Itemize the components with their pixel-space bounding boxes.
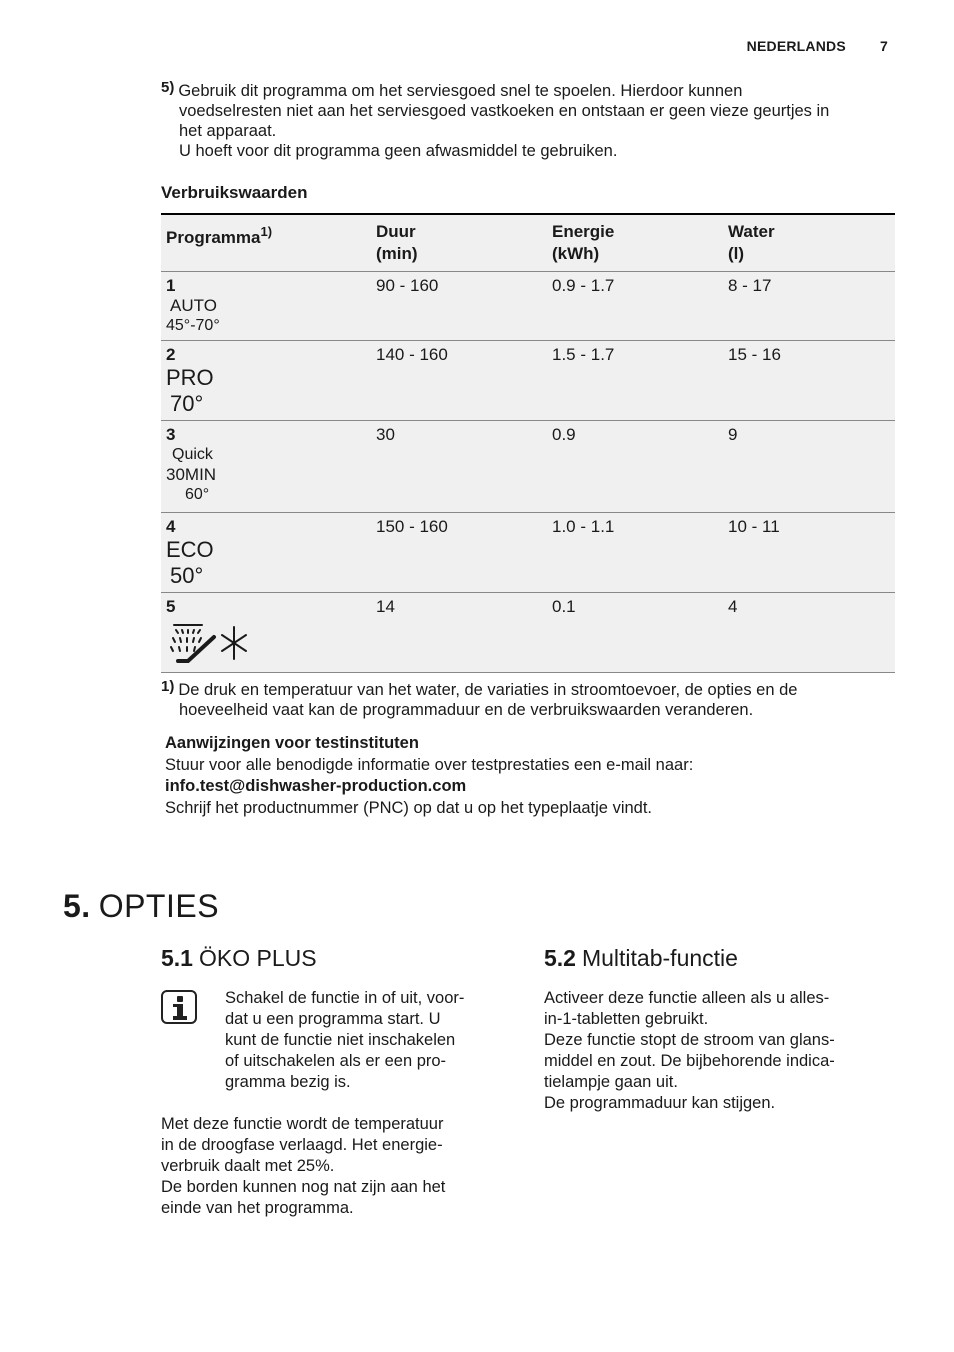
header-duration: Duur (min) bbox=[376, 222, 418, 263]
test-email-link[interactable]: info.test@dishwasher-production.com bbox=[165, 777, 467, 795]
chapter-title bbox=[63, 888, 219, 925]
water-cell: 4 bbox=[728, 596, 738, 616]
chapter-number: 5. bbox=[63, 888, 91, 924]
program-cell: 2 PRO 70° bbox=[161, 340, 371, 420]
header-program: Programma$^{1)}$ bbox=[166, 224, 273, 247]
section1-note: Schakel de functie in of uit, voor- dat u een programma start. U kunt de functie niet inschakelen of uitschakelen als er een pro- gramma bezig is. bbox=[225, 989, 465, 1091]
consumption-label: Verbruikswaarden bbox=[161, 183, 308, 202]
water-cell: 10 - 11 bbox=[728, 516, 780, 536]
table-row bbox=[161, 512, 895, 592]
footnote-line: De druk en temperatuur van het water, de variaties in stroomtoevoer, de opties en de bbox=[178, 681, 798, 699]
footnote-mark: 1) bbox=[161, 678, 175, 695]
footnote-line: U hoeft voor dit programma geen afwasmiddel te gebruiken. bbox=[179, 142, 618, 160]
table-row bbox=[161, 271, 895, 340]
table-row bbox=[161, 592, 895, 672]
section1-body: Met deze functie wordt de temperatuur in de droogfase verlaagd. Het energie- verbruik daalt met 25%. De borden kunnen nog nat zijn aan het einde van het programma. bbox=[161, 1115, 446, 1217]
footnote-5 bbox=[161, 78, 896, 161]
rinse-spray-icon bbox=[166, 619, 266, 667]
duration-cell: 90 - 160 bbox=[376, 275, 439, 295]
water-cell: 9 bbox=[728, 424, 738, 444]
test-institutes-line: Stuur voor alle benodigde informatie over testprestaties een e-mail naar: bbox=[165, 755, 694, 774]
header-energy: Energie (kWh) bbox=[552, 222, 615, 263]
program-symbol: 30MIN bbox=[166, 464, 217, 484]
program-symbol-quick: Quick bbox=[172, 445, 213, 463]
program-cell: 4 ECO 50° bbox=[161, 512, 371, 592]
program-temp: 60° bbox=[185, 485, 210, 503]
page-number: 7 bbox=[880, 38, 888, 54]
section2-body: Activeer deze functie alleen als u alles- in-1-tabletten gebruikt. Deze functie stopt de stroom van glans- middel en zout. De bijbehorende indica- tielampje gaan uit. De programmaduur kan stijgen. bbox=[544, 989, 835, 1112]
footnote-1 bbox=[161, 677, 896, 720]
energy-cell: 1.5 - 1.7 bbox=[552, 344, 615, 364]
test-institutes-line: Schrijf het productnummer (PNC) op dat u op het typeplaatje vindt. bbox=[165, 798, 652, 817]
footnote-line: Gebruik dit programma om het serviesgoed snel te spoelen. Hierdoor kunnen bbox=[178, 82, 743, 100]
table-row bbox=[161, 340, 895, 420]
energy-cell: 1.0 - 1.1 bbox=[552, 516, 615, 536]
program-cell: 5 bbox=[161, 592, 371, 672]
footnote-mark: 5) bbox=[161, 79, 175, 96]
water-cell: 15 - 16 bbox=[728, 344, 781, 364]
duration-cell: 14 bbox=[376, 596, 395, 616]
program-cell: 3 Quick 30MIN 60° bbox=[161, 420, 371, 512]
header-water: Water (l) bbox=[728, 222, 775, 263]
program-symbol: AUTO bbox=[170, 295, 217, 315]
page-header bbox=[747, 38, 888, 54]
program-symbol: ECO bbox=[166, 536, 214, 562]
header-language: NEDERLANDS bbox=[746, 38, 846, 54]
chapter-name: OPTIES bbox=[98, 888, 220, 924]
test-institutes-note bbox=[165, 733, 900, 819]
energy-cell: 0.1 bbox=[552, 596, 576, 616]
consumption-table bbox=[161, 213, 895, 673]
info-icon bbox=[161, 990, 197, 1024]
program-symbol: PRO bbox=[166, 364, 214, 390]
test-institutes-title: Aanwijzingen voor testinstituten bbox=[165, 734, 419, 752]
footnote-line: voedselresten niet aan het serviesgoed vastkoeken en ontstaan er geen vieze geurtjes in bbox=[179, 102, 830, 120]
duration-cell: 30 bbox=[376, 424, 395, 444]
duration-cell: 150 - 160 bbox=[376, 516, 448, 536]
duration-cell: 140 - 160 bbox=[376, 344, 448, 364]
program-temp: 45°-70° bbox=[166, 316, 220, 334]
water-cell: 8 - 17 bbox=[728, 275, 772, 295]
energy-cell: 0.9 bbox=[552, 424, 576, 444]
table-header-row bbox=[161, 214, 895, 271]
program-cell: 1 AUTO 45°-70° bbox=[161, 271, 371, 340]
energy-cell: 0.9 - 1.7 bbox=[552, 275, 615, 295]
section-heading-5-2: 5.2 Multitab-functie bbox=[544, 945, 738, 971]
section-heading-5-1: 5.1 ÖKO PLUS bbox=[161, 945, 317, 971]
footnote-line: hoeveelheid vaat kan de programmaduur en de verbruikswaarden veranderen. bbox=[179, 701, 754, 719]
program-temp: 50° bbox=[170, 562, 204, 588]
program-temp: 70° bbox=[170, 390, 204, 416]
footnote-line: het apparaat. bbox=[179, 122, 277, 140]
table-row bbox=[161, 420, 895, 512]
